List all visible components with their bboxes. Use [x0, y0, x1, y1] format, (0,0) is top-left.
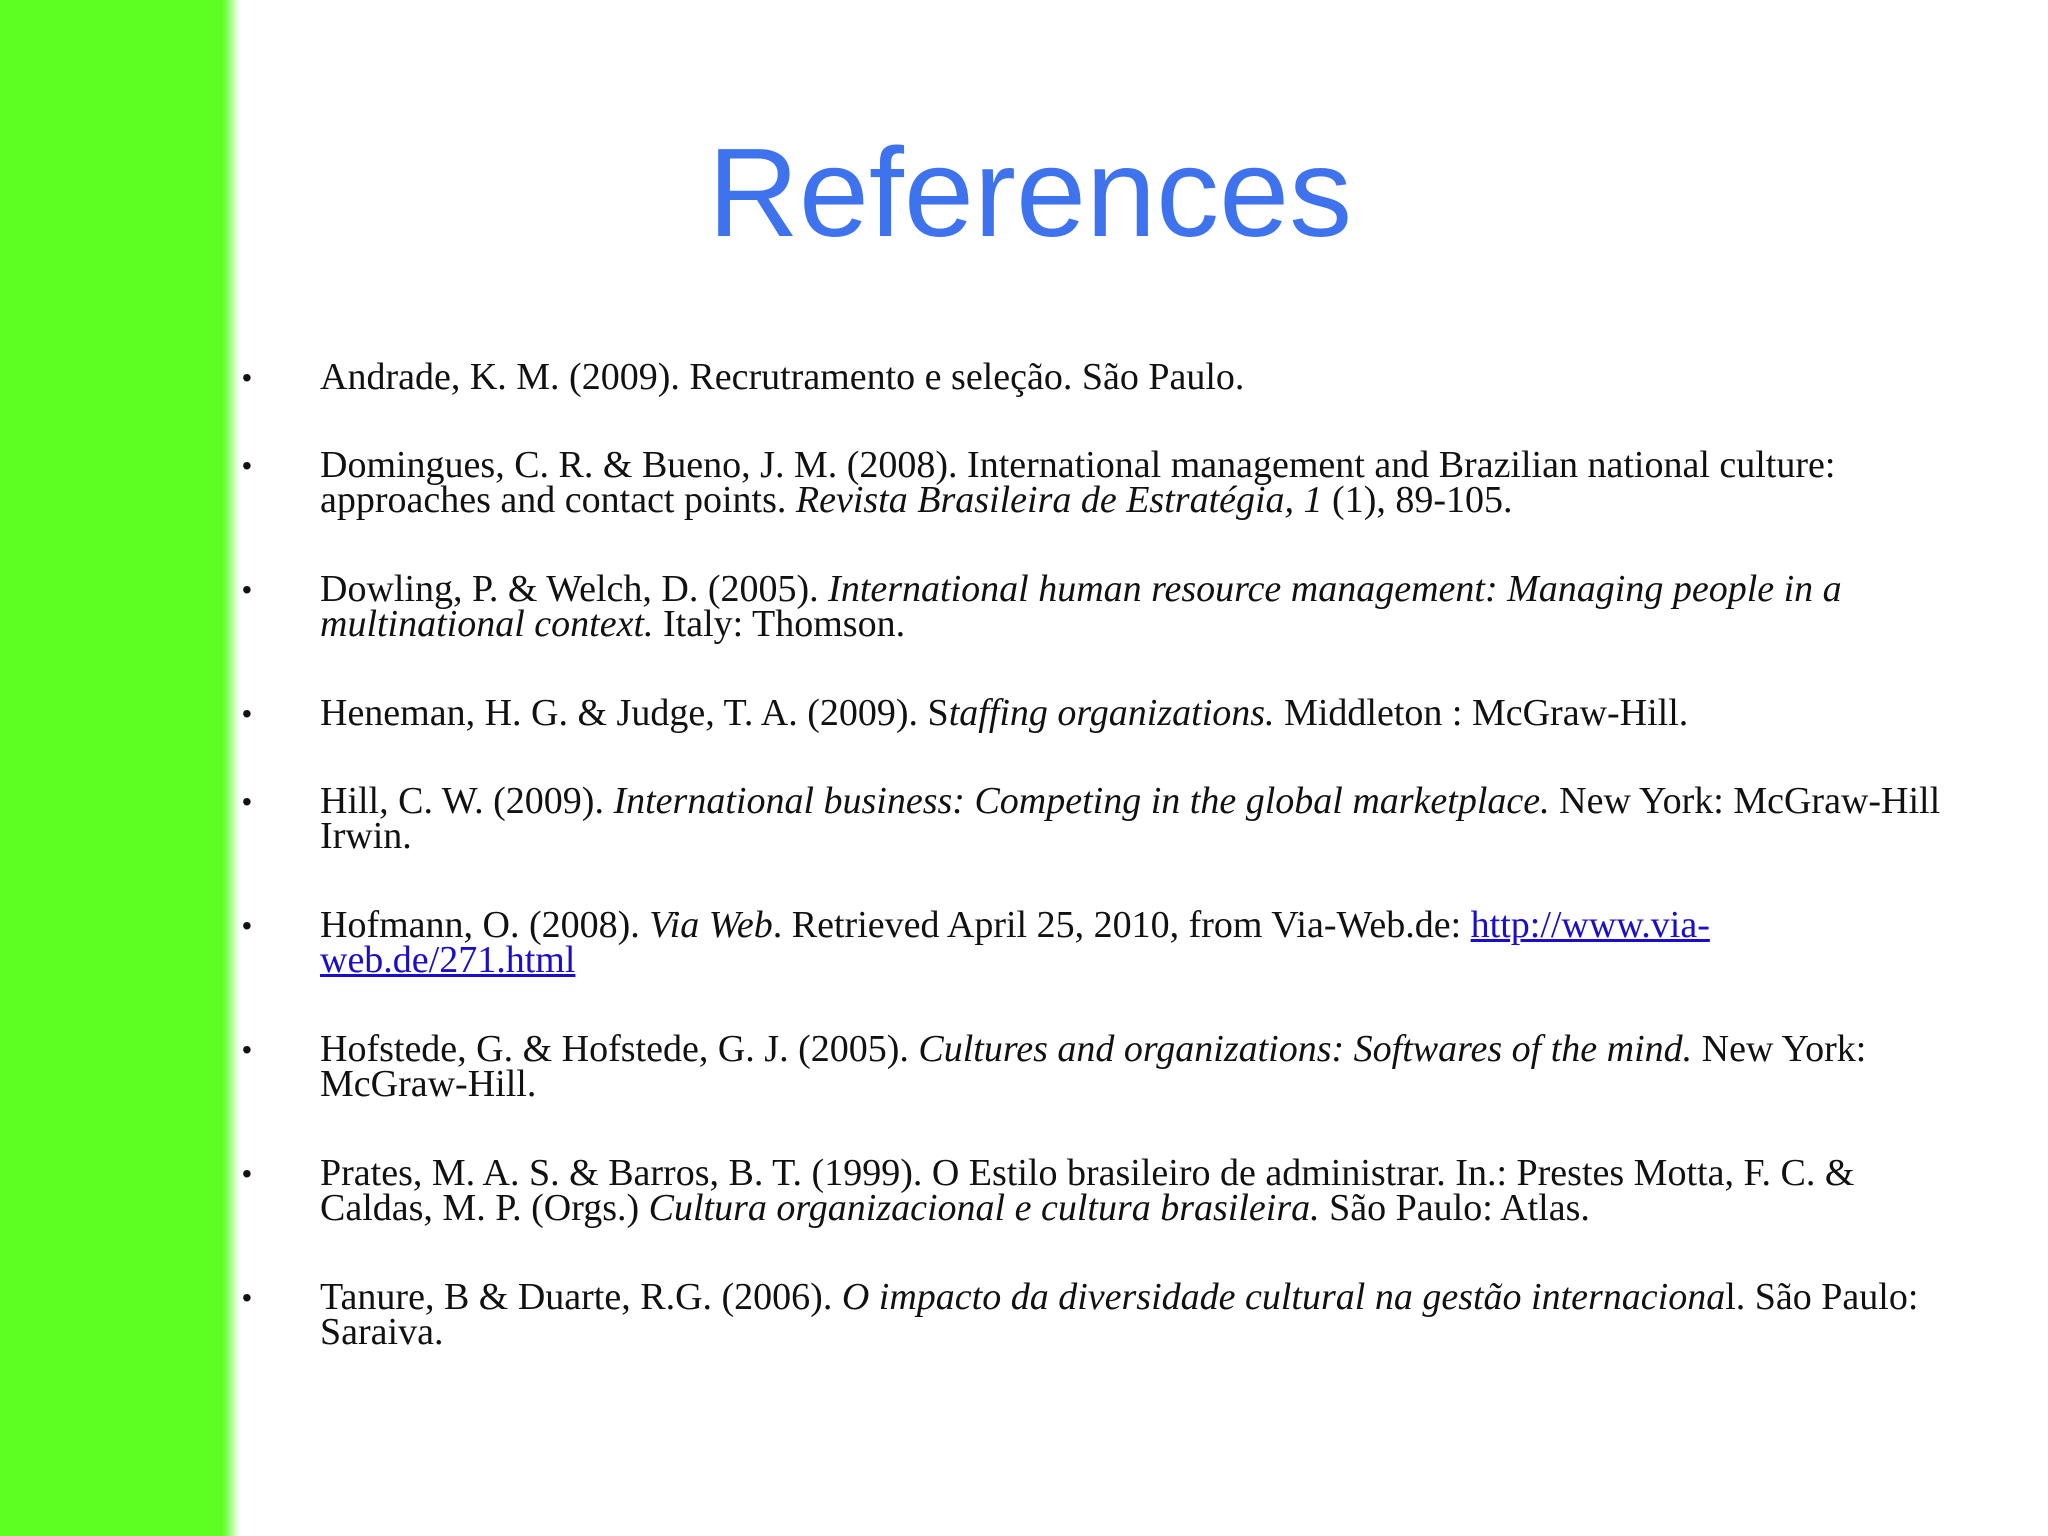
slide-title: References [707, 122, 1353, 263]
reference-text: Prates, M. A. S. & Barros, B. T. (1999). O Estilo brasileiro de administrar. In.: Prestes Motta, F. C. & Caldas, M. P. (Orgs.) [320, 1152, 1855, 1229]
bullet-marker: • [242, 574, 252, 605]
reference-text: New York: McGraw-Hill Irwin. [320, 780, 1941, 857]
reference-text: (1), 89-105. [1322, 479, 1513, 521]
reference-text: l. São Paulo: Saraiva. [320, 1276, 1919, 1353]
bullet-marker: • [242, 1034, 252, 1065]
bullet-marker: • [242, 786, 252, 817]
reference-title: taffing organizations. [948, 692, 1275, 734]
reference-text: Hill, C. W. (2009). [320, 780, 614, 822]
reference-text: Andrade, K. M. (2009). Recrutramento e seleção. São Paulo. [320, 356, 1245, 398]
bullet-marker: • [242, 910, 252, 941]
reference-text: Hofstede, G. & Hofstede, G. J. (2005). [320, 1028, 919, 1070]
reference-item [242, 444, 1960, 521]
reference-title: International human resource management: Managing people in a multinational context. [320, 568, 1842, 645]
reference-item [242, 568, 1960, 645]
reference-text: Domingues, C. R. & Bueno, J. M. (2008). International management and Brazilian national culture: approaches and contact points. [320, 444, 1836, 521]
bullet-marker: • [242, 450, 252, 481]
reference-text: Italy: Thomson. [653, 603, 906, 645]
reference-item [242, 1152, 1960, 1229]
reference-text: Hofmann, O. (2008). [320, 904, 650, 946]
reference-title: Revista Brasileira de Estratégia, 1 [795, 479, 1323, 521]
reference-link[interactable]: http://www.via-web.de/271.html [320, 904, 1710, 981]
bullet-marker: • [242, 362, 252, 393]
reference-title: International business: Competing in the global marketplace. [613, 780, 1550, 822]
reference-item [242, 1276, 1960, 1353]
bullet-marker: • [242, 1158, 252, 1189]
reference-text: Dowling, P. & Welch, D. (2005). [320, 568, 829, 610]
green-sidebar [0, 0, 240, 1536]
reference-title: O impacto da diversidade cultural na gestão internaciona [841, 1276, 1726, 1318]
reference-title: Via Web [649, 904, 773, 946]
reference-text: New York: McGraw-Hill. [320, 1028, 1867, 1105]
reference-text: . Retrieved April 25, 2010, from Via-Web.de: [772, 904, 1471, 946]
bullet-marker: • [242, 698, 252, 729]
reference-text: São Paulo: Atlas. [1319, 1187, 1590, 1229]
reference-text: Tanure, B & Duarte, R.G. (2006). [320, 1276, 842, 1318]
reference-title: Cultura organizacional e cultura brasileira. [648, 1187, 1320, 1229]
reference-item [242, 780, 1960, 857]
reference-item [242, 904, 1960, 981]
bullet-marker: • [242, 1282, 252, 1313]
reference-item [242, 1028, 1960, 1105]
reference-text: Middleton : McGraw-Hill. [1274, 692, 1689, 734]
reference-text: Heneman, H. G. & Judge, T. A. (2009). S [320, 692, 949, 734]
reference-item [242, 356, 1960, 398]
reference-item [242, 692, 1960, 734]
reference-title: Cultures and organizations: Softwares of the mind. [918, 1028, 1693, 1070]
